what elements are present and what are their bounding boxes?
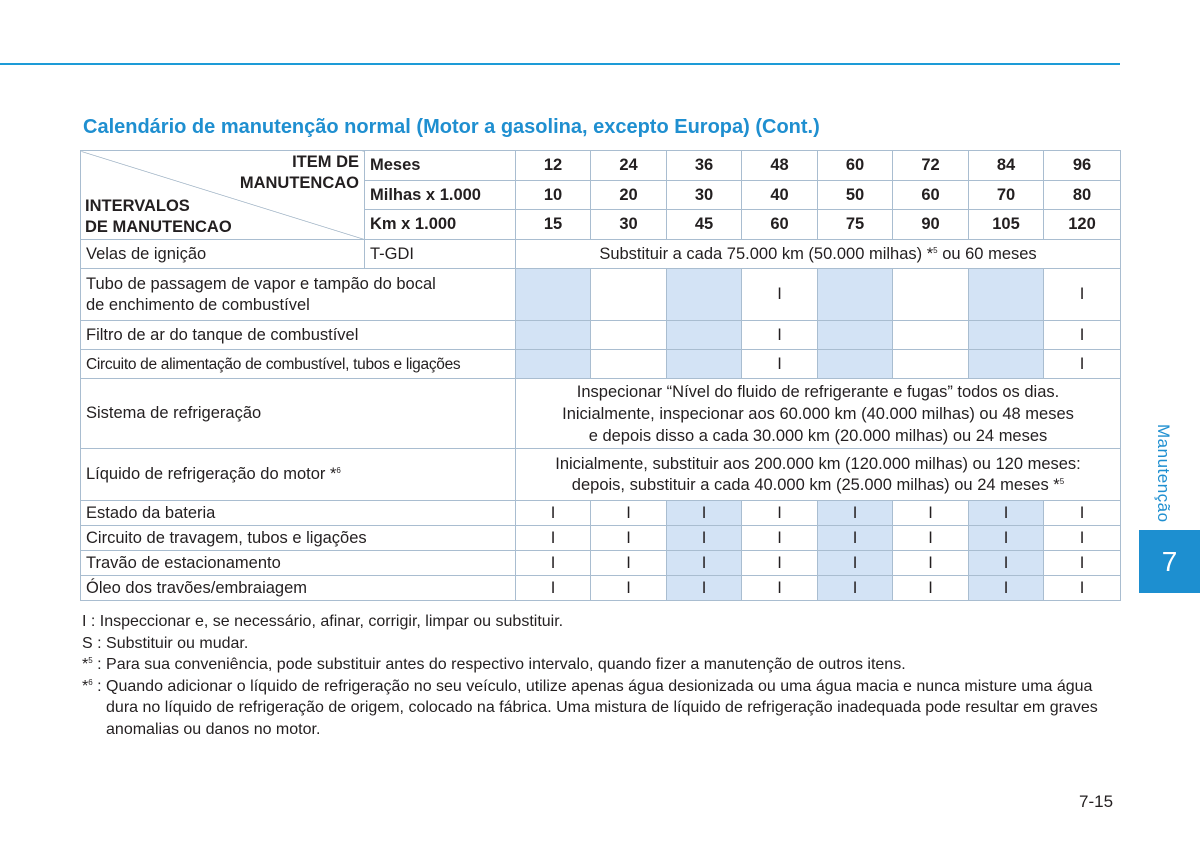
interval-cell: I [742,501,818,526]
section-side-label: Manutenção [1154,424,1173,523]
interval-cell: I [1044,269,1121,321]
interval-cell: I [969,551,1044,576]
table-row [81,449,1121,501]
item-label: Travão de estacionamento [81,551,516,576]
interval-cell [591,350,667,379]
interval-cell: I [818,526,893,551]
interval-cell [667,321,742,350]
interval-cell [893,321,969,350]
item-label-text: Líquido de refrigeração do motor * [86,465,337,483]
interval-cell: I [667,576,742,601]
header-row-months [81,151,1121,181]
header-value: 10 [516,181,591,210]
item-label: Estado da bateria [81,501,516,526]
footnote-mark: 5 [933,245,938,255]
page-title: Calendário de manutenção normal (Motor a gasolina, excepto Europa) (Cont.) [83,116,820,138]
footnote-text: Para sua conveniência, pode substituir antes do respectivo intervalo, quando fizer a manutenção de outros itens. [106,656,906,673]
interval-cell [969,321,1044,350]
item-label: Velas de ignição [81,240,365,269]
header-value: 96 [1044,151,1121,181]
span-instruction: Inspecionar “Nível do fluido de refrigerante e fugas” todos os dias. Inicialmente, inspecionar aos 60.000 km (40.000 milhas) ou 48 meses e depois disso a cada 30.000 km (20.000 milhas) ou 24 meses [516,379,1121,449]
header-value: 48 [742,151,818,181]
footnote-mark: 5 [1059,476,1065,486]
header-value: 15 [516,210,591,240]
footnote-number: 6 [88,677,93,687]
interval-cell: I [893,551,969,576]
footnotes [82,611,1122,740]
header-value: 80 [1044,181,1121,210]
interval-cell: I [969,576,1044,601]
header-item-label: ITEM DE MANUTENCAO [239,153,359,192]
header-value: 12 [516,151,591,181]
interval-cell: I [969,501,1044,526]
top-rule [0,63,1120,65]
header-value: 24 [591,151,667,181]
interval-cell: I [1044,321,1121,350]
header-value: 105 [969,210,1044,240]
interval-cell: I [742,269,818,321]
header-value: 40 [742,181,818,210]
header-value: 70 [969,181,1044,210]
header-value: 90 [893,210,969,240]
interval-cell: I [516,551,591,576]
page-number: 7-15 [1079,792,1114,811]
footnote [82,676,1122,741]
interval-cell: I [818,576,893,601]
table-row [81,526,1121,551]
header-value: 60 [742,210,818,240]
interval-cell: I [742,576,818,601]
interval-cell: I [742,551,818,576]
interval-cell [818,269,893,321]
footnote [82,611,1122,633]
footnote-mark: 6 [336,466,341,475]
interval-cell: I [893,501,969,526]
interval-cell [893,269,969,321]
interval-cell: I [969,526,1044,551]
footnote-star: * [82,656,89,673]
interval-cell [516,269,591,321]
item-label: Circuito de travagem, tubos e ligações [81,526,516,551]
interval-cell: I [591,551,667,576]
interval-cell: I [516,526,591,551]
span-text: Inicialmente, substituir aos 200.000 km (120.000 milhas) ou 120 meses: depois, substituir a cada 40.000 km (25.000 milhas) ou 24 meses * [555,454,1081,494]
footnote-text: Inspeccionar e, se necessário, afinar, corrigir, limpar ou substituir. [99,613,564,630]
header-row-label: Meses [365,151,516,181]
interval-cell [969,269,1044,321]
interval-cell: I [893,526,969,551]
header-value: 84 [969,151,1044,181]
interval-cell: I [1044,576,1121,601]
interval-cell: I [1044,350,1121,379]
header-diagonal-cell [81,151,365,240]
header-value: 20 [591,181,667,210]
interval-cell: I [1044,551,1121,576]
table-row [81,576,1121,601]
table-row [81,350,1121,379]
footnote [82,654,1122,676]
span-text-after: ou 60 meses [937,244,1037,263]
footnote [82,633,1122,655]
footnote-text: Substituir ou mudar. [106,634,249,652]
footnote-key: S : [82,634,107,652]
item-label [81,449,516,501]
footnote-sep: : [92,677,107,695]
interval-cell [969,350,1044,379]
span-instruction [516,449,1121,501]
interval-cell: I [1044,526,1121,551]
item-label: Óleo dos travões/embraiagem [81,576,516,601]
header-interval-label: INTERVALOS DE MANUTENCAO [85,197,232,236]
interval-cell: I [742,321,818,350]
header-row-label: Km x 1.000 [365,210,516,240]
footnote-number: 5 [88,656,93,665]
interval-cell: I [742,526,818,551]
interval-cell: I [818,501,893,526]
header-value: 30 [591,210,667,240]
table-row [81,321,1121,350]
maintenance-schedule-table [80,150,1121,601]
header-value: 60 [893,181,969,210]
interval-cell [818,350,893,379]
interval-cell: I [591,576,667,601]
interval-cell [591,321,667,350]
interval-cell [893,350,969,379]
header-value: 60 [818,151,893,181]
table-row [81,379,1121,449]
header-value: 36 [667,151,742,181]
interval-cell [591,269,667,321]
table-row [81,240,1121,269]
footnote-sep: : [92,656,107,673]
interval-cell: I [667,551,742,576]
interval-cell: I [667,501,742,526]
item-label: Filtro de ar do tanque de combustível [81,321,516,350]
footnote-key [82,676,106,741]
item-label: Circuito de alimentação de combustível, tubos e ligações [81,350,516,379]
interval-cell: I [516,576,591,601]
span-instruction [516,240,1121,269]
footnote-key: I : [82,613,100,630]
header-value: 120 [1044,210,1121,240]
interval-cell: I [893,576,969,601]
footnote-key [82,654,106,676]
header-value: 72 [893,151,969,181]
chapter-tab: 7 [1139,530,1200,593]
engine-variant: T-GDI [365,240,516,269]
interval-cell: I [591,501,667,526]
item-label: Tubo de passagem de vapor e tampão do bocal de enchimento de combustível [81,269,516,321]
interval-cell [516,321,591,350]
header-value: 30 [667,181,742,210]
header-row-label: Milhas x 1.000 [365,181,516,210]
interval-cell [667,269,742,321]
footnote-text: Quando adicionar o líquido de refrigeração no seu veículo, utilize apenas água desionizada ou uma água macia e nunca misture uma água dura no líquido de refrigeração de origem, colocado na fábrica. Uma mistura de líquido de refrigeração inadequada pode resultar em graves anomalias ou danos no motor. [106,677,1098,738]
footnote-star: * [82,677,89,695]
item-label: Sistema de refrigeração [81,379,516,449]
interval-cell: I [1044,501,1121,526]
interval-cell: I [516,501,591,526]
interval-cell: I [667,526,742,551]
span-text: Substituir a cada 75.000 km (50.000 milhas) * [599,244,934,263]
table-row [81,551,1121,576]
interval-cell: I [591,526,667,551]
table-row [81,501,1121,526]
header-value: 45 [667,210,742,240]
interval-cell [516,350,591,379]
interval-cell: I [818,551,893,576]
header-value: 50 [818,181,893,210]
interval-cell [667,350,742,379]
table-row [81,269,1121,321]
interval-cell [818,321,893,350]
header-value: 75 [818,210,893,240]
interval-cell: I [742,350,818,379]
